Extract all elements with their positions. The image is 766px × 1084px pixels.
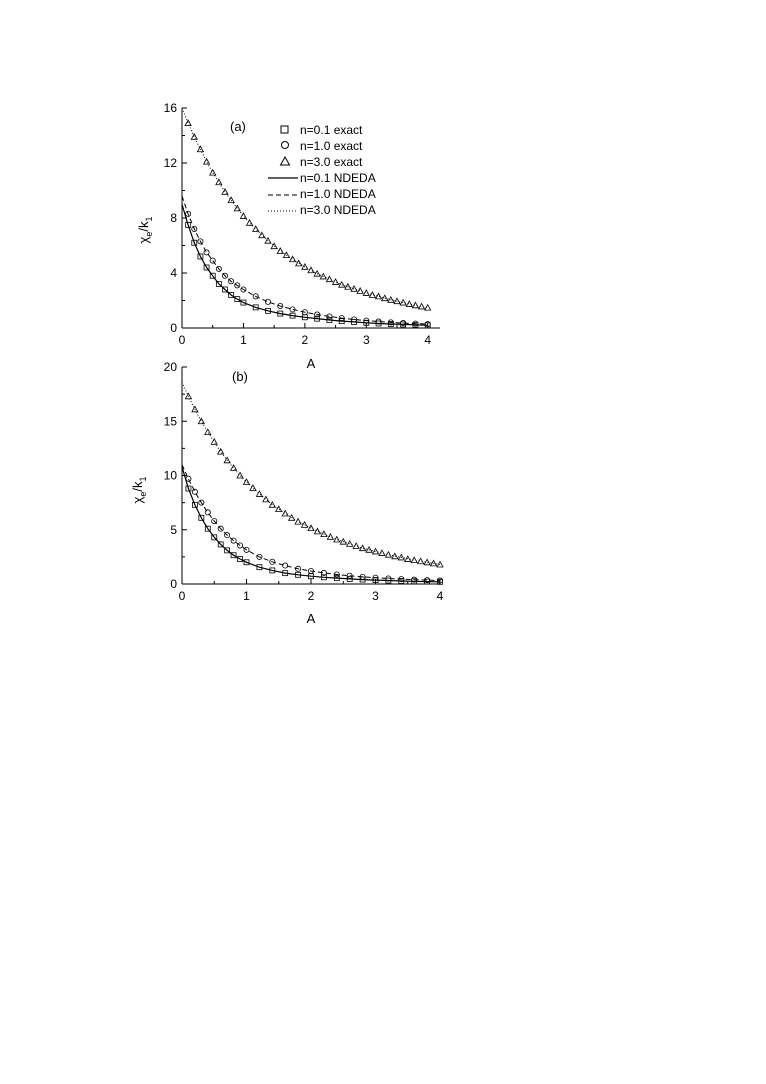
data-point-triangle bbox=[353, 543, 359, 549]
data-point-triangle bbox=[379, 550, 385, 556]
legend bbox=[268, 123, 376, 217]
data-point-triangle bbox=[263, 496, 269, 502]
data-point-triangle bbox=[327, 534, 333, 540]
data-point-triangle bbox=[222, 189, 228, 195]
legend-label: n=3.0 exact bbox=[300, 155, 363, 169]
data-point-circle bbox=[265, 299, 270, 304]
data-point-triangle bbox=[198, 418, 204, 424]
data-point-triangle bbox=[204, 159, 210, 165]
panel-a bbox=[136, 101, 440, 371]
data-point-triangle bbox=[282, 510, 288, 515]
data-point-triangle bbox=[425, 305, 431, 311]
x-tick-label: 0 bbox=[178, 333, 186, 347]
data-point-triangle bbox=[334, 537, 340, 543]
data-point-triangle bbox=[259, 232, 265, 238]
y-tick-label: 8 bbox=[170, 211, 177, 225]
x-tick-label: 2 bbox=[307, 589, 315, 603]
data-point-circle bbox=[186, 476, 191, 481]
data-point-triangle bbox=[244, 479, 250, 485]
x-tick-label: 2 bbox=[301, 333, 309, 347]
y-axis-title-mid: /k bbox=[136, 221, 151, 232]
data-point-triangle bbox=[283, 252, 289, 258]
x-tick-label: 4 bbox=[436, 589, 444, 603]
data-point-circle bbox=[192, 489, 197, 494]
data-point-triangle bbox=[210, 170, 216, 176]
data-point-triangle bbox=[296, 260, 302, 266]
data-point-circle bbox=[210, 258, 215, 263]
data-point-triangle bbox=[256, 491, 262, 497]
legend-triangle-marker bbox=[281, 157, 290, 165]
x-tick-label: 0 bbox=[178, 589, 186, 603]
series-line-solid bbox=[182, 204, 428, 325]
data-point-triangle bbox=[314, 528, 320, 534]
data-point-triangle bbox=[197, 146, 203, 152]
y-axis-title-sub: e bbox=[138, 491, 148, 497]
data-point-triangle bbox=[191, 134, 197, 140]
data-point-triangle bbox=[237, 473, 243, 479]
y-axis-title-mid: /k bbox=[130, 481, 145, 492]
data-point-triangle bbox=[314, 271, 320, 277]
data-point-triangle bbox=[216, 179, 222, 185]
data-point-triangle bbox=[271, 243, 277, 249]
legend-label: n=3.0 NDEDA bbox=[300, 203, 376, 217]
data-point-triangle bbox=[228, 197, 234, 203]
y-tick-label: 4 bbox=[170, 266, 177, 280]
y-tick-label: 20 bbox=[163, 360, 177, 374]
data-point-triangle bbox=[205, 429, 211, 435]
y-tick-label: 5 bbox=[170, 522, 177, 537]
y-tick-label: 16 bbox=[163, 101, 177, 115]
legend-label: n=0.1 NDEDA bbox=[300, 171, 376, 185]
series-line-dashed bbox=[182, 465, 440, 581]
x-axis-title: A bbox=[306, 356, 316, 371]
panel-label: (b) bbox=[232, 369, 248, 384]
y-axis-title-sub: 1 bbox=[144, 216, 154, 222]
y-axis-title-sub: e bbox=[144, 231, 154, 237]
legend-circle-marker bbox=[282, 142, 289, 149]
data-point-circle bbox=[204, 250, 209, 255]
data-point-triangle bbox=[231, 465, 237, 471]
y-tick-label: 0 bbox=[170, 577, 177, 591]
x-axis-title: A bbox=[306, 611, 316, 626]
data-point-triangle bbox=[253, 226, 259, 232]
data-point-triangle bbox=[412, 302, 418, 308]
data-point-triangle bbox=[192, 406, 198, 412]
series-line-dotted bbox=[182, 382, 440, 564]
data-point-triangle bbox=[308, 267, 314, 273]
data-point-triangle bbox=[357, 288, 363, 294]
legend-label: n=0.1 exact bbox=[300, 123, 363, 137]
y-tick-label: 12 bbox=[163, 156, 177, 170]
y-tick-label: 10 bbox=[163, 468, 177, 483]
data-point-circle bbox=[205, 510, 210, 515]
data-point-triangle bbox=[277, 248, 283, 254]
data-point-triangle bbox=[185, 120, 191, 126]
data-point-triangle bbox=[339, 282, 345, 288]
data-point-triangle bbox=[411, 557, 417, 563]
legend-label: n=1.0 exact bbox=[300, 139, 363, 153]
data-point-triangle bbox=[218, 449, 224, 455]
panel-b bbox=[130, 360, 444, 626]
data-point-triangle bbox=[419, 303, 425, 309]
data-point-triangle bbox=[363, 290, 369, 296]
y-axis-title bbox=[130, 477, 148, 504]
data-point-triangle bbox=[247, 220, 253, 226]
data-point-triangle bbox=[211, 439, 217, 445]
y-axis-title-sub: 1 bbox=[138, 476, 148, 482]
data-point-triangle bbox=[295, 519, 301, 525]
y-axis-title bbox=[136, 217, 154, 244]
data-point-triangle bbox=[326, 276, 332, 282]
legend-label: n=1.0 NDEDA bbox=[300, 187, 376, 201]
y-axis-title-main: χ bbox=[136, 236, 151, 244]
x-tick-label: 4 bbox=[424, 333, 432, 347]
data-point-triangle bbox=[290, 256, 296, 262]
panel-label: (a) bbox=[230, 119, 246, 134]
data-point-triangle bbox=[302, 522, 308, 528]
data-point-triangle bbox=[406, 301, 412, 307]
data-point-triangle bbox=[240, 213, 246, 219]
x-tick-label: 3 bbox=[372, 589, 379, 603]
data-point-triangle bbox=[333, 279, 339, 285]
data-point-triangle bbox=[308, 525, 314, 531]
x-tick-label: 1 bbox=[243, 589, 250, 603]
data-point-triangle bbox=[369, 292, 375, 298]
data-point-triangle bbox=[250, 485, 256, 491]
y-tick-label: 0 bbox=[170, 321, 177, 335]
legend-square-marker bbox=[281, 126, 288, 133]
x-tick-label: 1 bbox=[240, 333, 247, 347]
y-tick-label: 15 bbox=[163, 414, 177, 429]
data-point-triangle bbox=[276, 506, 282, 512]
y-axis-title-main: χ bbox=[130, 496, 145, 504]
x-tick-label: 3 bbox=[362, 333, 370, 347]
